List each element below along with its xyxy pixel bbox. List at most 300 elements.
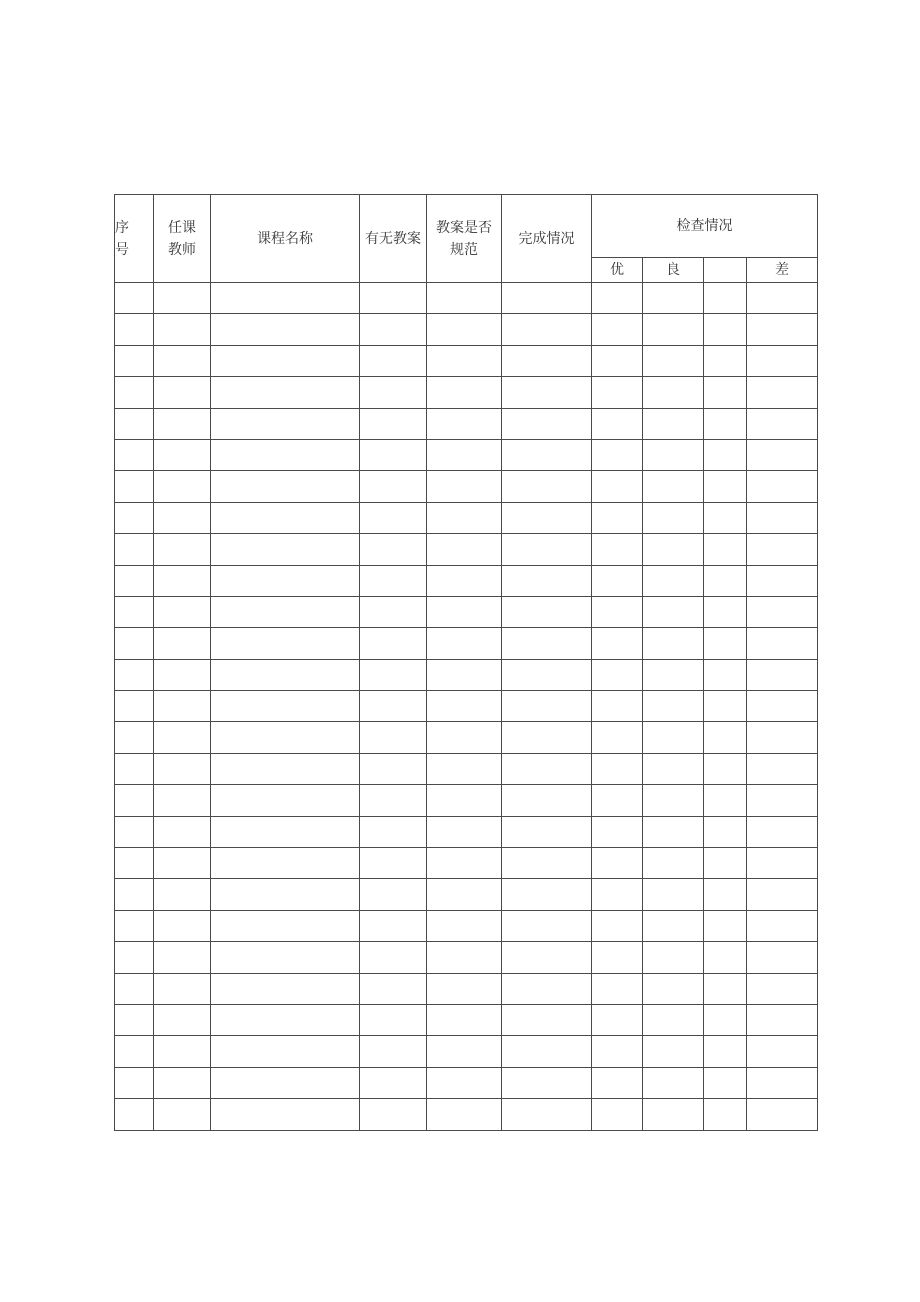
table-row xyxy=(115,439,818,470)
cell-grade-poor[interactable] xyxy=(747,471,818,502)
cell-grade-good[interactable] xyxy=(643,502,704,533)
cell-grade-excellent[interactable] xyxy=(592,1067,643,1098)
cell-plan-standard[interactable] xyxy=(427,377,502,408)
cell-seq[interactable] xyxy=(115,408,154,439)
table-row xyxy=(115,408,818,439)
cell-seq[interactable] xyxy=(115,879,154,910)
cell-completion[interactable] xyxy=(502,816,592,847)
cell-grade-blank[interactable] xyxy=(704,502,747,533)
cell-plan-standard[interactable] xyxy=(427,659,502,690)
cell-grade-good[interactable] xyxy=(643,848,704,879)
cell-completion[interactable] xyxy=(502,439,592,470)
cell-has-lesson-plan[interactable] xyxy=(360,471,427,502)
cell-grade-poor[interactable] xyxy=(747,722,818,753)
cell-grade-good[interactable] xyxy=(643,659,704,690)
cell-completion[interactable] xyxy=(502,910,592,941)
cell-grade-good[interactable] xyxy=(643,753,704,784)
cell-grade-poor[interactable] xyxy=(747,377,818,408)
cell-grade-good[interactable] xyxy=(643,785,704,816)
cell-grade-excellent[interactable] xyxy=(592,942,643,973)
lesson-plan-inspection-table xyxy=(114,194,818,1131)
cell-grade-poor[interactable] xyxy=(747,1099,818,1130)
cell-has-lesson-plan[interactable] xyxy=(360,785,427,816)
cell-grade-poor[interactable] xyxy=(747,439,818,470)
cell-grade-poor[interactable] xyxy=(747,534,818,565)
cell-seq[interactable] xyxy=(115,816,154,847)
cell-has-lesson-plan[interactable] xyxy=(360,1067,427,1098)
cell-has-lesson-plan[interactable] xyxy=(360,534,427,565)
cell-grade-good[interactable] xyxy=(643,910,704,941)
cell-grade-blank[interactable] xyxy=(704,722,747,753)
cell-grade-excellent[interactable] xyxy=(592,691,643,722)
cell-grade-poor[interactable] xyxy=(747,1004,818,1035)
cell-grade-excellent[interactable] xyxy=(592,785,643,816)
cell-course-name[interactable] xyxy=(211,910,360,941)
cell-grade-blank[interactable] xyxy=(704,628,747,659)
header-has-lesson-plan xyxy=(360,195,427,283)
header-row-main xyxy=(115,195,818,258)
cell-has-lesson-plan[interactable] xyxy=(360,628,427,659)
cell-grade-blank[interactable] xyxy=(704,314,747,345)
cell-teacher[interactable] xyxy=(154,596,211,627)
cell-seq[interactable] xyxy=(115,1004,154,1035)
cell-teacher[interactable] xyxy=(154,753,211,784)
table-row xyxy=(115,753,818,784)
cell-grade-blank[interactable] xyxy=(704,691,747,722)
cell-course-name[interactable] xyxy=(211,691,360,722)
cell-grade-good[interactable] xyxy=(643,534,704,565)
cell-grade-good[interactable] xyxy=(643,596,704,627)
cell-grade-blank[interactable] xyxy=(704,439,747,470)
cell-has-lesson-plan[interactable] xyxy=(360,345,427,376)
cell-teacher[interactable] xyxy=(154,816,211,847)
header-seq xyxy=(115,195,154,283)
cell-teacher[interactable] xyxy=(154,1004,211,1035)
cell-seq[interactable] xyxy=(115,785,154,816)
cell-seq[interactable] xyxy=(115,1067,154,1098)
cell-has-lesson-plan[interactable] xyxy=(360,502,427,533)
cell-grade-blank[interactable] xyxy=(704,565,747,596)
cell-completion[interactable] xyxy=(502,1004,592,1035)
cell-grade-blank[interactable] xyxy=(704,1004,747,1035)
cell-grade-excellent[interactable] xyxy=(592,534,643,565)
cell-grade-good[interactable] xyxy=(643,377,704,408)
cell-grade-good[interactable] xyxy=(643,816,704,847)
cell-grade-good[interactable] xyxy=(643,973,704,1004)
cell-teacher[interactable] xyxy=(154,942,211,973)
table-row xyxy=(115,596,818,627)
cell-grade-poor[interactable] xyxy=(747,879,818,910)
header-grade-excellent: 优 xyxy=(592,258,643,283)
cell-grade-poor[interactable] xyxy=(747,596,818,627)
cell-grade-blank[interactable] xyxy=(704,910,747,941)
cell-grade-excellent[interactable] xyxy=(592,471,643,502)
cell-teacher[interactable] xyxy=(154,283,211,314)
table-row xyxy=(115,1099,818,1130)
cell-grade-excellent[interactable] xyxy=(592,596,643,627)
cell-completion[interactable] xyxy=(502,345,592,376)
cell-completion[interactable] xyxy=(502,1099,592,1130)
cell-course-name[interactable] xyxy=(211,377,360,408)
cell-grade-blank[interactable] xyxy=(704,816,747,847)
cell-plan-standard[interactable] xyxy=(427,628,502,659)
header-plan-standard-line1: 教案是否 xyxy=(436,219,492,236)
cell-seq[interactable] xyxy=(115,973,154,1004)
cell-grade-blank[interactable] xyxy=(704,785,747,816)
cell-teacher[interactable] xyxy=(154,848,211,879)
header-seq-line1: 序 xyxy=(115,219,129,236)
cell-grade-blank[interactable] xyxy=(704,471,747,502)
cell-grade-good[interactable] xyxy=(643,439,704,470)
table-row xyxy=(115,816,818,847)
cell-course-name[interactable] xyxy=(211,345,360,376)
cell-seq[interactable] xyxy=(115,534,154,565)
cell-plan-standard[interactable] xyxy=(427,722,502,753)
cell-grade-good[interactable] xyxy=(643,565,704,596)
cell-grade-good[interactable] xyxy=(643,471,704,502)
cell-course-name[interactable] xyxy=(211,471,360,502)
cell-grade-excellent[interactable] xyxy=(592,283,643,314)
cell-grade-good[interactable] xyxy=(643,879,704,910)
cell-course-name[interactable] xyxy=(211,1067,360,1098)
cell-grade-excellent[interactable] xyxy=(592,659,643,690)
cell-completion[interactable] xyxy=(502,848,592,879)
cell-seq[interactable] xyxy=(115,314,154,345)
cell-teacher[interactable] xyxy=(154,534,211,565)
cell-course-name[interactable] xyxy=(211,439,360,470)
cell-seq[interactable] xyxy=(115,848,154,879)
cell-has-lesson-plan[interactable] xyxy=(360,439,427,470)
cell-course-name[interactable] xyxy=(211,628,360,659)
cell-has-lesson-plan[interactable] xyxy=(360,753,427,784)
table-row xyxy=(115,691,818,722)
cell-grade-poor[interactable] xyxy=(747,973,818,1004)
cell-grade-excellent[interactable] xyxy=(592,973,643,1004)
cell-grade-poor[interactable] xyxy=(747,942,818,973)
cell-course-name[interactable] xyxy=(211,596,360,627)
cell-grade-good[interactable] xyxy=(643,1036,704,1067)
cell-course-name[interactable] xyxy=(211,1099,360,1130)
cell-grade-blank[interactable] xyxy=(704,1099,747,1130)
cell-grade-poor[interactable] xyxy=(747,283,818,314)
cell-has-lesson-plan[interactable] xyxy=(360,722,427,753)
cell-seq[interactable] xyxy=(115,596,154,627)
cell-plan-standard[interactable] xyxy=(427,910,502,941)
cell-plan-standard[interactable] xyxy=(427,816,502,847)
cell-plan-standard[interactable] xyxy=(427,1036,502,1067)
cell-grade-poor[interactable] xyxy=(747,628,818,659)
cell-grade-poor[interactable] xyxy=(747,1036,818,1067)
cell-grade-poor[interactable] xyxy=(747,691,818,722)
cell-plan-standard[interactable] xyxy=(427,534,502,565)
header-course-name-label: 课程名称 xyxy=(257,230,313,247)
cell-completion[interactable] xyxy=(502,408,592,439)
header-teacher-line1: 任课 xyxy=(168,219,196,236)
cell-grade-blank[interactable] xyxy=(704,659,747,690)
cell-grade-good[interactable] xyxy=(643,1004,704,1035)
cell-teacher[interactable] xyxy=(154,345,211,376)
cell-plan-standard[interactable] xyxy=(427,691,502,722)
table-row xyxy=(115,345,818,376)
cell-seq[interactable] xyxy=(115,628,154,659)
cell-seq[interactable] xyxy=(115,345,154,376)
cell-course-name[interactable] xyxy=(211,1036,360,1067)
cell-grade-poor[interactable] xyxy=(747,785,818,816)
cell-completion[interactable] xyxy=(502,973,592,1004)
cell-teacher[interactable] xyxy=(154,659,211,690)
cell-course-name[interactable] xyxy=(211,314,360,345)
cell-teacher[interactable] xyxy=(154,691,211,722)
cell-teacher[interactable] xyxy=(154,471,211,502)
cell-completion[interactable] xyxy=(502,596,592,627)
cell-seq[interactable] xyxy=(115,691,154,722)
cell-grade-blank[interactable] xyxy=(704,1036,747,1067)
cell-course-name[interactable] xyxy=(211,785,360,816)
table-row xyxy=(115,502,818,533)
cell-seq[interactable] xyxy=(115,471,154,502)
cell-teacher[interactable] xyxy=(154,1099,211,1130)
cell-grade-blank[interactable] xyxy=(704,879,747,910)
cell-seq[interactable] xyxy=(115,910,154,941)
cell-course-name[interactable] xyxy=(211,722,360,753)
cell-seq[interactable] xyxy=(115,377,154,408)
header-seq-line2: 号 xyxy=(115,241,129,258)
header-course-name xyxy=(211,195,360,283)
cell-grade-poor[interactable] xyxy=(747,848,818,879)
cell-seq[interactable] xyxy=(115,439,154,470)
cell-completion[interactable] xyxy=(502,502,592,533)
header-teacher xyxy=(154,195,211,283)
cell-grade-excellent[interactable] xyxy=(592,910,643,941)
cell-grade-good[interactable] xyxy=(643,345,704,376)
cell-seq[interactable] xyxy=(115,1036,154,1067)
cell-plan-standard[interactable] xyxy=(427,565,502,596)
cell-grade-good[interactable] xyxy=(643,1099,704,1130)
cell-grade-excellent[interactable] xyxy=(592,345,643,376)
cell-plan-standard[interactable] xyxy=(427,785,502,816)
cell-grade-excellent[interactable] xyxy=(592,816,643,847)
cell-grade-excellent[interactable] xyxy=(592,439,643,470)
cell-course-name[interactable] xyxy=(211,973,360,1004)
cell-grade-poor[interactable] xyxy=(747,314,818,345)
cell-has-lesson-plan[interactable] xyxy=(360,910,427,941)
cell-grade-poor[interactable] xyxy=(747,345,818,376)
cell-has-lesson-plan[interactable] xyxy=(360,1036,427,1067)
cell-course-name[interactable] xyxy=(211,1004,360,1035)
cell-teacher[interactable] xyxy=(154,879,211,910)
cell-grade-blank[interactable] xyxy=(704,973,747,1004)
cell-grade-blank[interactable] xyxy=(704,377,747,408)
cell-grade-excellent[interactable] xyxy=(592,848,643,879)
cell-grade-good[interactable] xyxy=(643,722,704,753)
cell-teacher[interactable] xyxy=(154,408,211,439)
cell-grade-good[interactable] xyxy=(643,628,704,659)
cell-plan-standard[interactable] xyxy=(427,502,502,533)
cell-grade-excellent[interactable] xyxy=(592,1099,643,1130)
cell-grade-excellent[interactable] xyxy=(592,1036,643,1067)
cell-grade-excellent[interactable] xyxy=(592,565,643,596)
header-grade-good: 良 xyxy=(643,258,704,283)
cell-grade-blank[interactable] xyxy=(704,283,747,314)
cell-seq[interactable] xyxy=(115,942,154,973)
cell-completion[interactable] xyxy=(502,1036,592,1067)
cell-grade-excellent[interactable] xyxy=(592,1004,643,1035)
cell-plan-standard[interactable] xyxy=(427,439,502,470)
cell-has-lesson-plan[interactable] xyxy=(360,565,427,596)
cell-grade-excellent[interactable] xyxy=(592,408,643,439)
cell-course-name[interactable] xyxy=(211,565,360,596)
cell-course-name[interactable] xyxy=(211,753,360,784)
cell-grade-excellent[interactable] xyxy=(592,722,643,753)
cell-seq[interactable] xyxy=(115,565,154,596)
cell-teacher[interactable] xyxy=(154,1067,211,1098)
cell-teacher[interactable] xyxy=(154,722,211,753)
cell-course-name[interactable] xyxy=(211,816,360,847)
table-row xyxy=(115,942,818,973)
cell-course-name[interactable] xyxy=(211,408,360,439)
cell-course-name[interactable] xyxy=(211,502,360,533)
cell-plan-standard[interactable] xyxy=(427,314,502,345)
cell-has-lesson-plan[interactable] xyxy=(360,596,427,627)
cell-completion[interactable] xyxy=(502,659,592,690)
cell-grade-good[interactable] xyxy=(643,283,704,314)
cell-plan-standard[interactable] xyxy=(427,1004,502,1035)
cell-completion[interactable] xyxy=(502,471,592,502)
cell-has-lesson-plan[interactable] xyxy=(360,408,427,439)
cell-course-name[interactable] xyxy=(211,848,360,879)
cell-grade-excellent[interactable] xyxy=(592,377,643,408)
cell-plan-standard[interactable] xyxy=(427,1067,502,1098)
cell-completion[interactable] xyxy=(502,942,592,973)
cell-has-lesson-plan[interactable] xyxy=(360,879,427,910)
cell-has-lesson-plan[interactable] xyxy=(360,283,427,314)
cell-plan-standard[interactable] xyxy=(427,1099,502,1130)
cell-grade-excellent[interactable] xyxy=(592,879,643,910)
cell-teacher[interactable] xyxy=(154,785,211,816)
cell-course-name[interactable] xyxy=(211,942,360,973)
cell-grade-blank[interactable] xyxy=(704,534,747,565)
cell-grade-blank[interactable] xyxy=(704,848,747,879)
cell-grade-blank[interactable] xyxy=(704,345,747,376)
header-has-lesson-plan-label: 有无教案 xyxy=(365,230,421,247)
cell-grade-excellent[interactable] xyxy=(592,502,643,533)
cell-grade-excellent[interactable] xyxy=(592,628,643,659)
table-row xyxy=(115,534,818,565)
cell-teacher[interactable] xyxy=(154,973,211,1004)
cell-teacher[interactable] xyxy=(154,439,211,470)
table-row xyxy=(115,471,818,502)
cell-grade-poor[interactable] xyxy=(747,659,818,690)
cell-has-lesson-plan[interactable] xyxy=(360,973,427,1004)
cell-grade-blank[interactable] xyxy=(704,596,747,627)
cell-course-name[interactable] xyxy=(211,659,360,690)
cell-has-lesson-plan[interactable] xyxy=(360,659,427,690)
cell-completion[interactable] xyxy=(502,534,592,565)
cell-course-name[interactable] xyxy=(211,879,360,910)
cell-seq[interactable] xyxy=(115,722,154,753)
cell-plan-standard[interactable] xyxy=(427,753,502,784)
cell-completion[interactable] xyxy=(502,785,592,816)
cell-grade-poor[interactable] xyxy=(747,502,818,533)
cell-completion[interactable] xyxy=(502,377,592,408)
cell-grade-blank[interactable] xyxy=(704,1067,747,1098)
cell-teacher[interactable] xyxy=(154,502,211,533)
cell-grade-good[interactable] xyxy=(643,408,704,439)
cell-teacher[interactable] xyxy=(154,314,211,345)
cell-completion[interactable] xyxy=(502,314,592,345)
cell-plan-standard[interactable] xyxy=(427,879,502,910)
cell-grade-poor[interactable] xyxy=(747,816,818,847)
cell-teacher[interactable] xyxy=(154,565,211,596)
cell-plan-standard[interactable] xyxy=(427,942,502,973)
cell-plan-standard[interactable] xyxy=(427,471,502,502)
cell-grade-blank[interactable] xyxy=(704,753,747,784)
cell-plan-standard[interactable] xyxy=(427,973,502,1004)
cell-grade-poor[interactable] xyxy=(747,910,818,941)
cell-teacher[interactable] xyxy=(154,377,211,408)
cell-course-name[interactable] xyxy=(211,534,360,565)
cell-has-lesson-plan[interactable] xyxy=(360,816,427,847)
cell-plan-standard[interactable] xyxy=(427,596,502,627)
cell-completion[interactable] xyxy=(502,722,592,753)
cell-completion[interactable] xyxy=(502,1067,592,1098)
cell-grade-blank[interactable] xyxy=(704,408,747,439)
cell-completion[interactable] xyxy=(502,283,592,314)
cell-grade-good[interactable] xyxy=(643,942,704,973)
cell-grade-blank[interactable] xyxy=(704,942,747,973)
header-completion xyxy=(502,195,592,283)
cell-teacher[interactable] xyxy=(154,1036,211,1067)
cell-plan-standard[interactable] xyxy=(427,283,502,314)
cell-plan-standard[interactable] xyxy=(427,408,502,439)
cell-completion[interactable] xyxy=(502,753,592,784)
cell-plan-standard[interactable] xyxy=(427,848,502,879)
header-plan-standard xyxy=(427,195,502,283)
cell-has-lesson-plan[interactable] xyxy=(360,1099,427,1130)
cell-has-lesson-plan[interactable] xyxy=(360,691,427,722)
cell-has-lesson-plan[interactable] xyxy=(360,1004,427,1035)
cell-grade-excellent[interactable] xyxy=(592,753,643,784)
table-row xyxy=(115,628,818,659)
header-grade-blank xyxy=(704,258,747,283)
cell-seq[interactable] xyxy=(115,659,154,690)
cell-grade-good[interactable] xyxy=(643,1067,704,1098)
cell-grade-poor[interactable] xyxy=(747,1067,818,1098)
cell-completion[interactable] xyxy=(502,879,592,910)
cell-seq[interactable] xyxy=(115,502,154,533)
cell-seq[interactable] xyxy=(115,283,154,314)
cell-has-lesson-plan[interactable] xyxy=(360,377,427,408)
cell-has-lesson-plan[interactable] xyxy=(360,848,427,879)
cell-completion[interactable] xyxy=(502,691,592,722)
cell-completion[interactable] xyxy=(502,628,592,659)
cell-plan-standard[interactable] xyxy=(427,345,502,376)
cell-seq[interactable] xyxy=(115,1099,154,1130)
cell-grade-good[interactable] xyxy=(643,691,704,722)
cell-completion[interactable] xyxy=(502,565,592,596)
cell-grade-excellent[interactable] xyxy=(592,314,643,345)
cell-grade-poor[interactable] xyxy=(747,408,818,439)
cell-grade-poor[interactable] xyxy=(747,565,818,596)
cell-has-lesson-plan[interactable] xyxy=(360,314,427,345)
cell-seq[interactable] xyxy=(115,753,154,784)
cell-teacher[interactable] xyxy=(154,910,211,941)
cell-grade-good[interactable] xyxy=(643,314,704,345)
cell-teacher[interactable] xyxy=(154,628,211,659)
cell-grade-poor[interactable] xyxy=(747,753,818,784)
cell-course-name[interactable] xyxy=(211,283,360,314)
cell-has-lesson-plan[interactable] xyxy=(360,942,427,973)
